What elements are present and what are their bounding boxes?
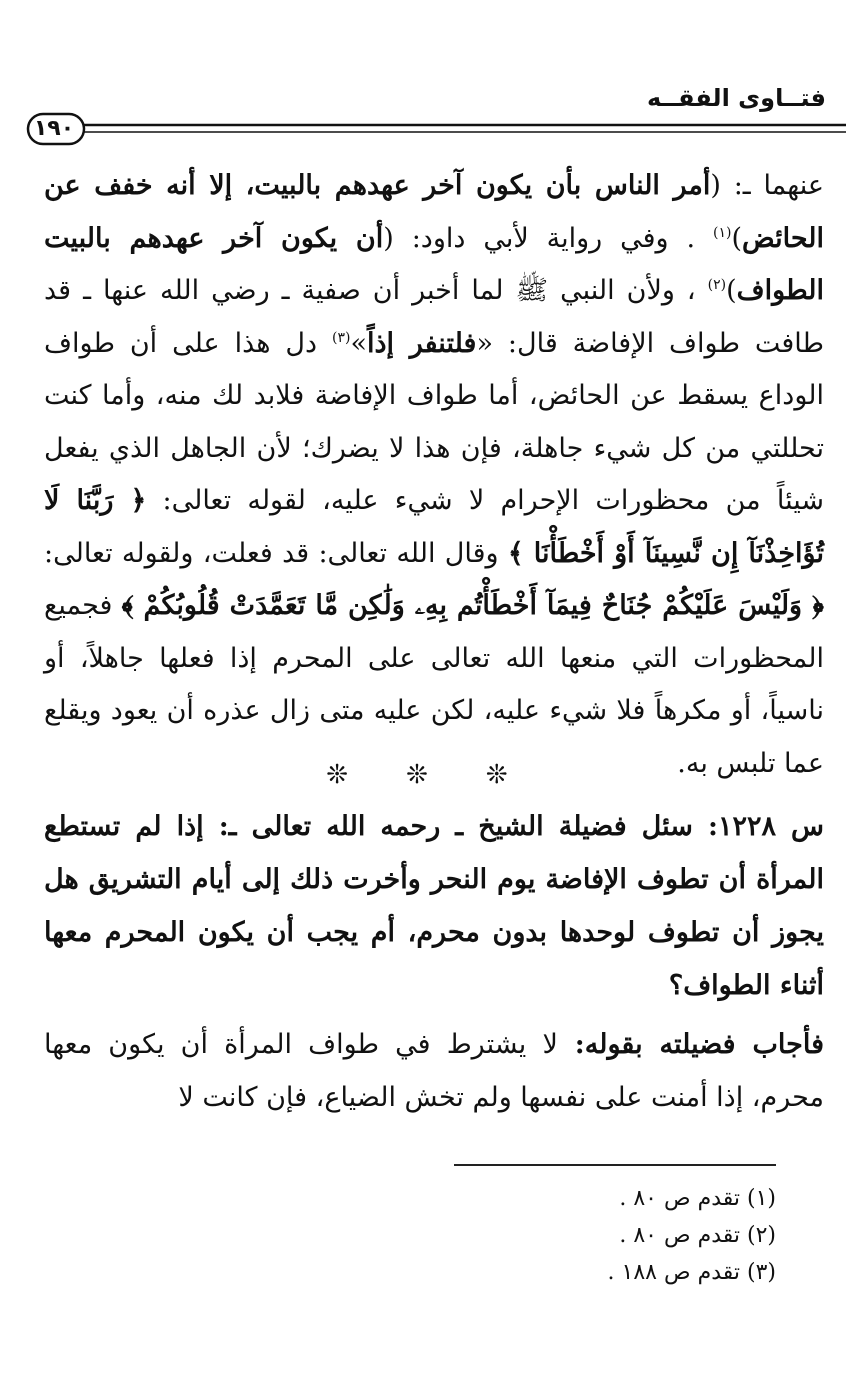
star-ornament-icon: ❊ (485, 760, 542, 790)
hadith-quote: أمر الناس بأن يكون آخر عهدهم بالبيت، إلا أنه خفف عن الحائض (44, 170, 824, 254)
footnote-item: (١) تقدم ص ٨٠ . (619, 1186, 776, 1211)
question-text: سئل فضيلة الشيخ ـ رحمه الله تعالى ـ: إذا لم تستطع المرأة أن تطوف الإفاضة يوم النحر وأخرت ذلك إلى أيام التشريق هل يجوز أن تطوف لوحدها بدون محرم، أم يجب أن يكون المحرم معها أثناء الطواف؟ (44, 811, 824, 1001)
question-block (44, 800, 824, 1012)
text-run: » (350, 327, 367, 359)
footnote-item: (٣) تقدم ص ١٨٨ . (607, 1260, 776, 1285)
answer-block (44, 1018, 824, 1124)
text-run: فجميع المحظورات التي منعها الله تعالى على المحرم إذا فعلها جاهلاً، أو ناسياً، أو مكرهاً فلا شيء عليه، لكن عليه متى زال عذره أن يعود ويقلع عما تلبس به. (44, 590, 824, 779)
footnote-divider (454, 1164, 776, 1166)
text-run: ، ولأن النبي ﷺ لما أخبر أن صفية ـ رضي الله عنها ـ قد طافت طواف الإفاضة قال: « (44, 275, 825, 359)
section-separator (0, 760, 868, 790)
page-number: ١٩٠ (33, 116, 75, 141)
header-rule-graphic (26, 112, 848, 146)
footnote-ref: (٣) (331, 329, 351, 346)
answer-text: لا يشترط في طواف المرأة أن يكون معها محرم، إذا أمنت على نفسها ولم تخش الضياع، فإن كانت لا (44, 1029, 824, 1113)
hadith-quote: أن يكون آخر عهدهم بالبيت الطواف (44, 222, 824, 306)
text-run: عنهما ـ: ( (710, 170, 824, 201)
text-run: . وفي رواية لأبي داود: ( (383, 222, 713, 254)
footnote-item: (٢) تقدم ص ٨٠ . (619, 1223, 776, 1248)
text-run: دل هذا على أن طواف الوداع يسقط عن الحائض، أما طواف الإفاضة فلابد لك منه، وأما كنت تحللتي من كل شيء جاهلة، فإن هذا لا يضرك؛ لأن الجاهل الذي يفعل شيئاً من محظورات الإحرام لا شيء عليه، لقوله تعالى: (44, 327, 824, 516)
star-ornament-icon: ❊ (406, 760, 462, 790)
running-title: فتــاوى الفقــه (647, 84, 826, 112)
star-ornament-icon: ❊ (326, 760, 383, 790)
question-number: س ١٢٢٨: (692, 811, 824, 842)
text-run: ) (731, 222, 743, 254)
quran-verse: ﴿ رَبَّنَا لَا تُؤَاخِذْنَآ إِن نَّسِينَآ أَوْ أَخْطَأْنَا ﴾ (44, 485, 824, 569)
quran-verse: ﴿ وَلَيْسَ عَلَيْكُمْ جُنَاحٌ فِيمَآ أَخْطَأْتُم بِهِۦ وَلَٰكِن مَّا تَعَمَّدَتْ قُلُوبُكُمْ ﴾ (121, 590, 825, 621)
footnote-ref: (١) (713, 224, 732, 241)
footnote-ref: (٢) (707, 277, 727, 293)
text-run: وقال الله تعالى: قد فعلت، ولقوله تعالى: (44, 537, 508, 569)
footnotes (608, 1180, 776, 1291)
answer-lead: فأجاب فضيلته بقوله: (557, 1029, 824, 1060)
header-rule (26, 112, 848, 146)
text-run: ) (726, 275, 737, 306)
main-text (44, 160, 824, 790)
hadith-quote: فلتنفر إذاً (366, 327, 477, 359)
body-paragraph (44, 160, 824, 790)
